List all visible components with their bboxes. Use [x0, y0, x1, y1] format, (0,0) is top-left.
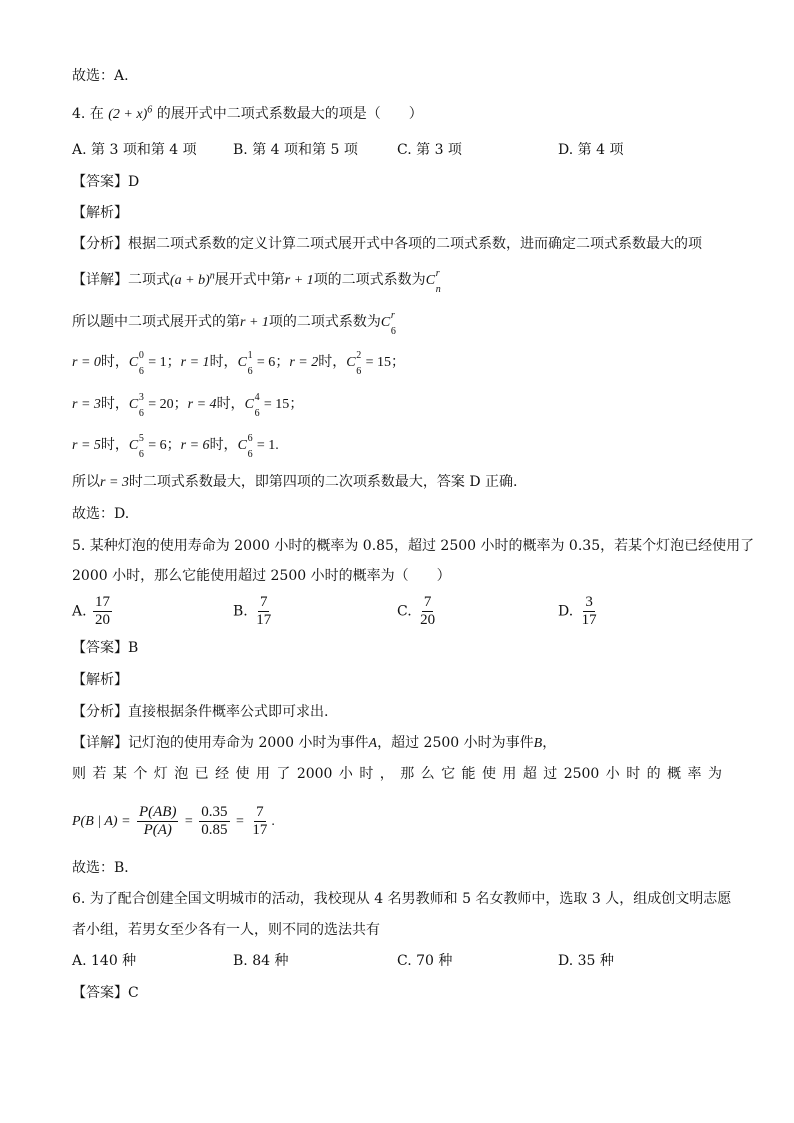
shi-text: 时， — [100, 396, 129, 412]
binom-coefficient: C 1 6 — [237, 350, 253, 377]
binom-row-3 — [72, 433, 279, 460]
shi-text: 时， — [209, 437, 238, 453]
justified-word: 使 — [235, 766, 250, 782]
frac-035-085: $\frac{0.35}{0.85}$ — [201, 803, 228, 838]
binom-value: = 20 — [148, 397, 174, 412]
r-value: r = 4 — [187, 397, 217, 412]
binom-coefficient: C 6 6 — [237, 433, 253, 460]
justified-word: 为 — [707, 766, 722, 782]
binom-coefficient: C 3 6 — [128, 392, 144, 419]
q4-detail: 【详解】二项式$(a + b)^n$展开式中第r + 1项的二项式系数为C r n — [72, 270, 445, 291]
expr-2x: (2 + x) — [108, 107, 148, 122]
justified-word: 经 — [215, 766, 230, 782]
justified-word: 概 — [667, 766, 682, 782]
r-value: r = 0 — [72, 355, 101, 370]
binom-value: = 15 — [365, 355, 391, 370]
q6-option-d: D. 35 种 — [558, 953, 614, 969]
binom-value: = 1. — [256, 438, 279, 453]
separator: ； — [275, 354, 290, 370]
justified-word: ， — [379, 766, 394, 782]
q5-stem-line1: 5. 某种灯泡的使用寿命为 2000 小时的概率为 0.85，超过 2500 小时的概率为 0.35，若某个灯泡已经使用了 — [72, 538, 755, 554]
q6-option-b: B. 84 种 — [233, 953, 289, 969]
frac-pab-pa: $\frac{P(AB)}{P(A)}$ — [138, 803, 177, 838]
justified-word: 了 — [276, 766, 291, 782]
q4-stem-pre: 在 — [89, 106, 104, 122]
q5-detail: 【详解】记灯泡的使用寿命为 2000 小时为事件A，超过 2500 小时为事件B， — [72, 735, 557, 751]
q4-option-c: C. 第 3 项 — [397, 142, 462, 158]
q5-frac-c: $\frac{7}{20}$ — [420, 594, 436, 628]
shi-text: 时， — [216, 396, 245, 412]
q5-option-d: D. $\frac{3}{17}$ — [558, 594, 597, 628]
justified-word: 某 — [112, 766, 127, 782]
justified-word: 超 — [522, 766, 537, 782]
justified-word: 则 — [72, 766, 86, 782]
q4-option-d: D. 第 4 项 — [558, 142, 624, 158]
binom-value: = 1 — [148, 355, 167, 370]
q4-expr — [108, 104, 153, 122]
justified-word: 率 — [687, 766, 702, 782]
r-value: r = 3 — [72, 397, 101, 412]
justified-word: 个 — [133, 766, 148, 782]
r-value: r = 5 — [72, 438, 101, 453]
shi-text: 时， — [100, 437, 129, 453]
justified-word: 的 — [646, 766, 661, 782]
shi-text: 时， — [318, 354, 347, 370]
q5-option-b: B. $\frac{7}{17}$ — [233, 594, 272, 628]
q5-stem-line2: 2000 小时，那么它能使用超过 2500 小时的概率为（ ） — [72, 568, 451, 584]
binom-coefficient: C 5 6 — [128, 433, 144, 460]
justified-word: 灯 — [153, 766, 168, 782]
q5-answer: 【答案】B — [72, 640, 139, 656]
q4-stem — [72, 104, 423, 125]
q5-justified-line — [72, 764, 722, 784]
binom-c6r: C r 6 — [380, 310, 396, 337]
q6-option-c: C. 70 种 — [397, 953, 453, 969]
q4-conclusion: 所以r = 3时二项式系数最大，即第四项的二次项系数最大，答案 D 正确. — [72, 474, 518, 490]
justified-word: 已 — [194, 766, 209, 782]
q4-analysis: 【分析】根据二项式系数的定义计算二项式展开式中各项的二项式系数，进而确定二项式系数最大的项 — [72, 236, 702, 252]
justified-word: 2500 — [563, 766, 600, 782]
justified-word: 时 — [626, 766, 641, 782]
frac-7-17: $\frac{7}{17}$ — [252, 803, 268, 838]
q4-line2: 所以题中二项式展开式的第r + 1项的二项式系数为C r 6 — [72, 312, 400, 333]
q6-option-a: A. 140 种 — [72, 953, 137, 969]
binom-row-2 — [72, 392, 304, 419]
q4-number: 4. — [72, 106, 86, 122]
justified-word: 用 — [255, 766, 270, 782]
binom-value: = 6 — [256, 355, 276, 370]
justified-word: 泡 — [174, 766, 189, 782]
binom-value: = 6 — [148, 438, 167, 453]
separator: ； — [166, 437, 181, 453]
justified-word: 能 — [461, 766, 476, 782]
justified-word: 它 — [441, 766, 456, 782]
q5-choice: 故选：B． — [72, 860, 139, 876]
q4-stem-post: 的展开式中二项式系数最大的项是（ ） — [156, 106, 423, 122]
binom-coefficient: C 4 6 — [244, 392, 260, 419]
q5-frac-b: $\frac{7}{17}$ — [256, 594, 272, 628]
justified-word: 那 — [400, 766, 415, 782]
q5-frac-d: $\frac{3}{17}$ — [581, 594, 597, 628]
q6-answer: 【答案】C — [72, 985, 139, 1001]
q4-choice: 故选：D. — [72, 506, 130, 522]
justified-word: 小 — [605, 766, 620, 782]
justified-word: 过 — [543, 766, 558, 782]
binom-cnr: C r n — [425, 268, 441, 295]
justified-word: 时 — [359, 766, 374, 782]
justified-word: 使 — [481, 766, 496, 782]
q5-option-c: C. $\frac{7}{20}$ — [397, 594, 436, 628]
binom-row-1 — [72, 350, 405, 377]
q4-option-b: B. 第 4 项和第 5 项 — [233, 142, 358, 158]
q4-jiexi: 【解析】 — [72, 205, 128, 221]
separator: ； — [166, 354, 181, 370]
q6-stem-line1: 6. 为了配合创建全国文明城市的活动，我校现从 4 名男教师和 5 名女教师中，选取 3 人，组成创文明志愿 — [72, 891, 732, 907]
shi-text: 时， — [209, 354, 238, 370]
q6-stem-line2: 者小组，若男女至少各有一人，则不同的选法共有 — [72, 922, 380, 938]
justified-word: 么 — [420, 766, 435, 782]
q5-option-a: A. $\frac{17}{20}$ — [72, 594, 111, 628]
q3-choice: 故选：A. — [72, 68, 129, 84]
separator: ； — [289, 396, 304, 412]
r-value: r = 1 — [180, 355, 210, 370]
q5-analysis: 【分析】直接根据条件概率公式即可求出. — [72, 704, 329, 720]
justified-word: 小 — [338, 766, 353, 782]
justified-word: 2000 — [296, 766, 333, 782]
binom-coefficient: C 2 6 — [346, 350, 362, 377]
expr-ab: $(a + b)^n$ — [170, 270, 215, 288]
r-value: r = 2 — [289, 355, 319, 370]
binom-coefficient: C 0 6 — [128, 350, 144, 377]
q5-jiexi: 【解析】 — [72, 672, 128, 688]
separator: ； — [173, 396, 188, 412]
r-value: r = 6 — [180, 438, 210, 453]
q5-frac-a: $\frac{17}{20}$ — [95, 594, 111, 628]
exp-6: 6 — [147, 104, 153, 116]
q4-answer: 【答案】D — [72, 174, 140, 190]
binom-value: = 15 — [263, 397, 290, 412]
separator: ； — [390, 354, 405, 370]
justified-word: 若 — [92, 766, 107, 782]
shi-text: 时， — [100, 354, 129, 370]
q5-formula: P(B | A) = $\frac{P(AB)}{P(A)}$ = $\frac{0.35}{0.85}$ = $\frac{7}{17}$ . — [72, 803, 275, 838]
justified-word: 用 — [502, 766, 517, 782]
q4-option-a: A. 第 3 项和第 4 项 — [72, 142, 197, 158]
